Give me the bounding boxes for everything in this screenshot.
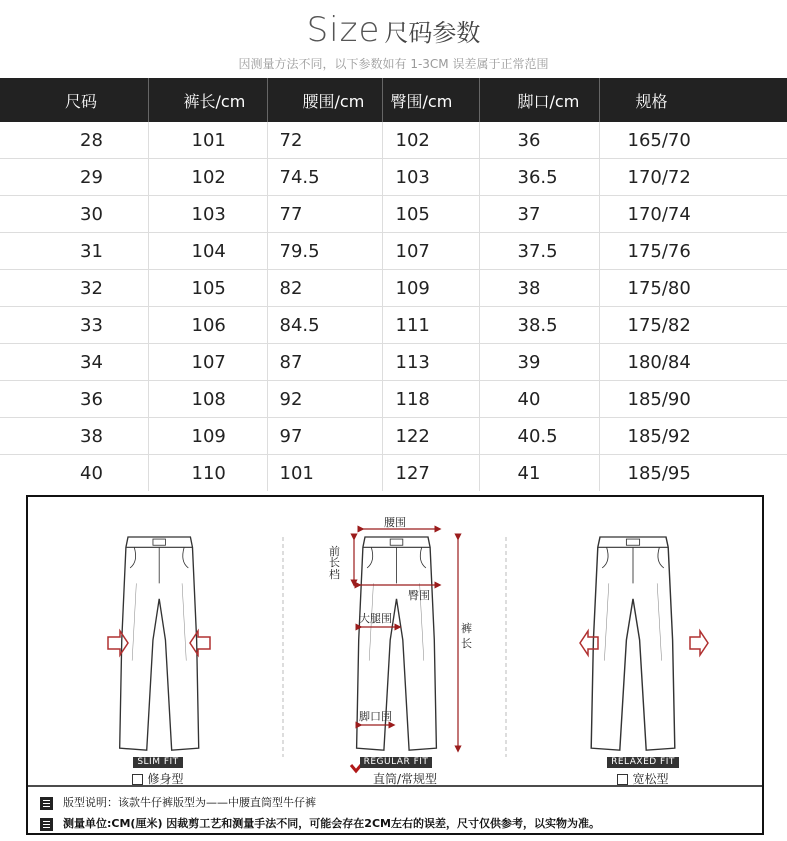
note-measure-text: 测量单位:CM(厘米) 因裁剪工艺和测量手法不同，可能会存在2CM左右的误差，尺寸仅供参考，以实物为准。 <box>63 817 600 830</box>
table-cell: 170/72 <box>599 159 787 196</box>
fit-slim-en: SLIM FIT <box>133 757 182 768</box>
table-cell: 102 <box>148 159 267 196</box>
table-cell: 28 <box>0 122 148 159</box>
table-cell: 109 <box>382 270 479 307</box>
table-cell: 38.5 <box>479 307 599 344</box>
table-cell: 107 <box>148 344 267 381</box>
checkbox-icon <box>617 774 628 785</box>
table-cell: 103 <box>382 159 479 196</box>
table-cell: 77 <box>267 196 382 233</box>
list-icon <box>40 818 53 831</box>
fit-relaxed-cn: 宽松型 <box>632 772 669 786</box>
table-cell: 30 <box>0 196 148 233</box>
table-cell: 185/92 <box>599 418 787 455</box>
fit-slim <box>123 753 193 787</box>
col-hem: 脚口/cm <box>479 78 599 122</box>
table-cell: 29 <box>0 159 148 196</box>
table-cell: 113 <box>382 344 479 381</box>
label-rise-a: 前 <box>329 545 340 558</box>
table-cell: 106 <box>148 307 267 344</box>
table-cell: 180/84 <box>599 344 787 381</box>
table-row <box>0 233 787 270</box>
note-style <box>40 794 316 810</box>
table-cell: 40 <box>479 381 599 418</box>
table-cell: 105 <box>382 196 479 233</box>
col-waist: 腰围/cm <box>267 78 382 122</box>
table-cell: 38 <box>0 418 148 455</box>
label-hem: 脚口围 <box>359 710 392 723</box>
label-waist: 腰围 <box>384 516 406 529</box>
table-cell: 101 <box>267 455 382 492</box>
table-row <box>0 344 787 381</box>
table-row <box>0 418 787 455</box>
table-cell: 185/90 <box>599 381 787 418</box>
table-cell: 109 <box>148 418 267 455</box>
table-cell: 41 <box>479 455 599 492</box>
col-size: 尺码 <box>0 78 148 122</box>
table-row <box>0 122 787 159</box>
table-cell: 122 <box>382 418 479 455</box>
title-en: Size <box>306 10 381 50</box>
table-cell: 37.5 <box>479 233 599 270</box>
label-hip: 臀围 <box>408 589 430 602</box>
table-cell: 39 <box>479 344 599 381</box>
table-cell: 32 <box>0 270 148 307</box>
table-cell: 101 <box>148 122 267 159</box>
fit-relaxed-en: RELAXED FIT <box>607 757 679 768</box>
table-cell: 34 <box>0 344 148 381</box>
table-cell: 111 <box>382 307 479 344</box>
table-cell: 127 <box>382 455 479 492</box>
table-cell: 102 <box>382 122 479 159</box>
table-cell: 110 <box>148 455 267 492</box>
list-icon <box>40 797 53 810</box>
note-style-text: 版型说明：该款牛仔裤版型为——中腰直筒型牛仔裤 <box>63 796 316 809</box>
page-title <box>0 10 787 50</box>
table-cell: 84.5 <box>267 307 382 344</box>
table-row <box>0 159 787 196</box>
table-cell: 74.5 <box>267 159 382 196</box>
relaxed-fit-pants <box>591 537 675 750</box>
table-row <box>0 381 787 418</box>
fit-regular <box>346 753 446 787</box>
subtitle: 因测量方法不同，以下参数如有 1-3CM 误差属于正常范围 <box>238 57 549 71</box>
col-length: 裤长/cm <box>148 78 267 122</box>
table-cell: 92 <box>267 381 382 418</box>
table-cell: 37 <box>479 196 599 233</box>
table-cell: 33 <box>0 307 148 344</box>
table-cell: 36 <box>479 122 599 159</box>
table-cell: 118 <box>382 381 479 418</box>
table-cell: 79.5 <box>267 233 382 270</box>
note-measure <box>40 815 600 831</box>
title-cn: 尺码参数 <box>384 19 481 47</box>
table-cell: 175/80 <box>599 270 787 307</box>
table-cell: 40 <box>80 462 103 484</box>
table-cell: 105 <box>148 270 267 307</box>
table-cell: 185/95 <box>599 455 787 492</box>
table-cell: 108 <box>148 381 267 418</box>
table-cell: 36.5 <box>479 159 599 196</box>
table-row <box>0 270 787 307</box>
fit-relaxed <box>603 753 683 787</box>
table-cell: 104 <box>148 233 267 270</box>
table-header-row <box>0 78 787 122</box>
fit-regular-en: REGULAR FIT <box>360 757 433 768</box>
table-cell: 107 <box>382 233 479 270</box>
label-length-b: 长 <box>461 637 472 650</box>
table-cell: 82 <box>267 270 382 307</box>
col-spec: 规格 <box>599 78 787 122</box>
table-cell: 72 <box>267 122 382 159</box>
fit-slim-cn: 修身型 <box>147 772 184 786</box>
checkbox-icon <box>132 774 143 785</box>
table-cell: 175/76 <box>599 233 787 270</box>
col-hip: 臀围/cm <box>382 78 479 122</box>
table-cell: 170/74 <box>599 196 787 233</box>
table-row <box>0 455 787 492</box>
table-cell: 87 <box>267 344 382 381</box>
table-row <box>0 196 787 233</box>
label-length-a: 裤 <box>461 622 472 635</box>
fit-regular-cn: 直筒/常规型 <box>372 772 438 786</box>
table-cell: 165/70 <box>599 122 787 159</box>
table-cell: 36 <box>0 381 148 418</box>
size-table <box>0 78 787 491</box>
table-cell: 103 <box>148 196 267 233</box>
arrow-right-icon <box>690 631 708 655</box>
table-row <box>0 307 787 344</box>
label-thigh: 大腿围 <box>359 612 392 625</box>
table-cell: 38 <box>479 270 599 307</box>
table-cell: 97 <box>267 418 382 455</box>
table-cell: 31 <box>0 233 148 270</box>
table-cell: 40.5 <box>479 418 599 455</box>
label-rise-b: 长档 <box>329 556 340 581</box>
table-cell: 175/82 <box>599 307 787 344</box>
slim-fit-pants <box>120 537 199 750</box>
fit-diagram-panel <box>26 495 764 835</box>
